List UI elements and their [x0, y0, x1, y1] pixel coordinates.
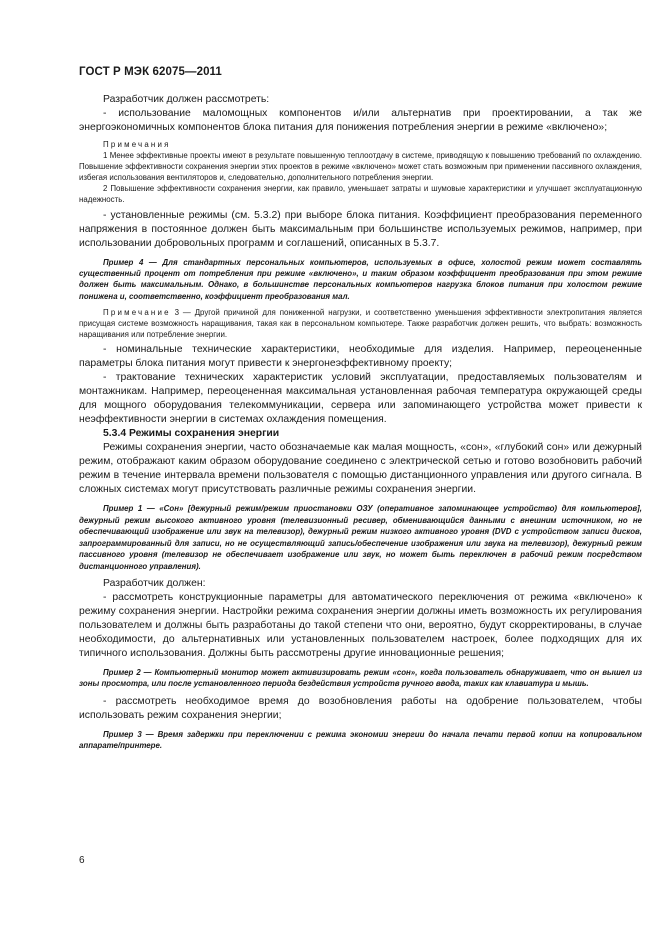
document-body — [79, 93, 642, 757]
list-item: - рассмотреть конструкционные параметры для автоматического переключения от режима «включено» к режиму сохранения энергии. Настройки режима сохранения энергии должны иметь возможность их регулирования пользователем и должны быть разработаны до такой степени что они, вероятно, будут скорректированы, в случае необходимости, до альтернативных или установленных пользователем настроек, более подходящих для их типичного использования. Должны быть рассмотрены другие инновационные решения; — [79, 591, 642, 659]
paragraph: Разработчик должен: — [103, 577, 206, 589]
note-2: 2 Повышение эффективности сохранения энергии, как правило, уменьшает затраты и шумовые характеристики и улучшает эксплуатационную надежность. — [79, 184, 642, 205]
example-1: Пример 1 — «Сон» [дежурный режим/режим приостановки ОЗУ (оперативное запоминающее устройство) для компьютеров], дежурный режим высокого активного уровня (телевизионный ресивер, обменивающийся данными с внешним источником, но не обеспечивающий изображение или звук на телевизор), дежурный режим низкого активного уровня (DVD с устройством записи дисков, запрограммированный для записи, но не осуществляющий запись/обеспечение изображения или звука на телевизор), дежурный режим пассивного уровня (телевизор не обеспечивает изображение или звук, но может быть переключен в рабочий режим посредством дистанционного управления). — [79, 504, 642, 571]
document-header: ГОСТ Р МЭК 62075—2011 — [79, 66, 222, 78]
example-3: Пример 3 — Время задержки при переключении с режима экономии энергии до начала печати первой копии на копировальном аппарате/принтере. — [79, 729, 642, 751]
list-item: - использование маломощных компонентов и/или альтернатив при проектировании, а так же энергоэкономичных компонентов блока питания для понижения потребления энергии в режиме «включено»; — [79, 108, 642, 133]
list-item: - трактование технических характеристик условий эксплуатации, предоставляемых пользователям и монтажникам. Например, переоцененная максимальная установленная рабочая температура окружающей среды для мощного оборудования телекоммуникации, сервера или запоминающего устройства может привести к неэффективности энергии в системах охлаждения помещения. — [79, 372, 642, 426]
notes-heading: Примечания — [103, 140, 171, 149]
note-3 — [79, 307, 642, 340]
page-number: 6 — [79, 855, 85, 866]
list-item: - номинальные технические характеристики, необходимые для изделия. Например, переоцененные параметры блока питания могут привести к энергонеэффективному проекту; — [79, 344, 642, 370]
section-heading: 5.3.4 Режимы сохранения энергии — [103, 428, 280, 440]
note-1: 1 Менее эффективные проекты имеют в результате повышенную теплоотдачу в системе, приводящую к повышению требований по охлаждению. Повышение эффективности сохранения энергии этих проектов в режиме «включено» может стать возможным при применении пассивного охлаждения, избегая использования вентиляторов и, следовательно, дополнительного потребления энергии. — [79, 151, 642, 183]
list-item: - рассмотреть необходимое время до возобновления работы на одобрение пользователем, чтобы использовать режим сохранения энергии; — [79, 695, 642, 721]
note-3-text: 3 — Другой причиной для пониженной нагрузки, и соответственно уменьшения эффективности электропитания является присущая системе возможность наращивания, такая как в персональном компьютере. Также разработчик должен решить, что выбрать: возможность наращивания или потребление энергии. — [79, 308, 642, 340]
paragraph: Разработчик должен рассмотреть: — [103, 94, 270, 105]
paragraph: Режимы сохранения энергии, часто обозначаемые как малая мощность, «сон», «глубокий сон» или дежурный режим, отображают каким образом оборудование соединено с электрической сетью и готово возобновить рабочий режим в течение интервала времени пользователя с помощью дистанционного управления или другого сигнала. В сложных системах могут присутствовать различные режимы сохранения энергии. — [79, 442, 642, 496]
example-4: Пример 4 — Для стандартных персональных компьютеров, используемых в офисе, холостой режим может составлять существенный процент от потребления при режиме «включено», и таким образом коэффициент преобразования при этом режиме должен быть максимальным. Однако, в большинстве персональных компьютеров нагрузка блоков питания при холостом режиме понижена и, соответственно, коэффициент преобразования мал. — [79, 257, 642, 301]
list-item: - установленные режимы (см. 5.3.2) при выборе блока питания. Коэффициент преобразования переменного напряжения в постоянное должен быть максимальным при большинстве используемых режимов, например, при использовании добровольных программ и соглашений, описанных в 5.3.7. — [79, 209, 642, 249]
note-3-label: Примечание — [103, 308, 171, 318]
example-2: Пример 2 — Компьютерный монитор может активизировать режим «сон», когда пользователь обнаруживает, что он вышел из зоны просмотра, или после установленного периода бездействия устройств ручного ввода, таких как клавиатура и мышь. — [79, 667, 642, 689]
